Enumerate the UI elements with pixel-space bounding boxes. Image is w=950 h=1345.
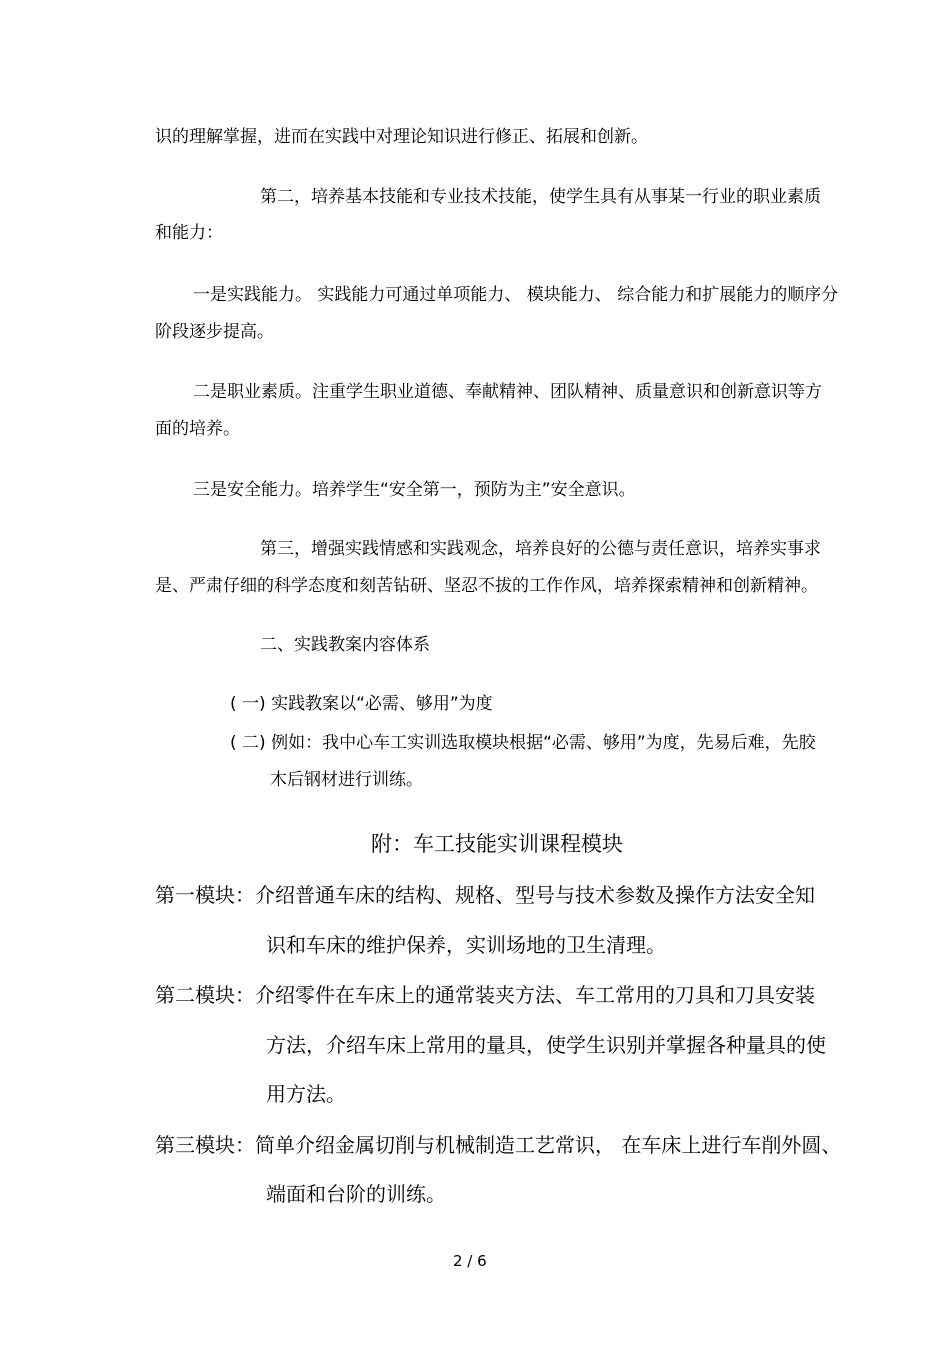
paragraph-line: 和能力： [155,223,223,243]
module-line: 用方法。 [266,1082,346,1106]
page-number: 2 / 6 [453,1252,487,1270]
module-line: 第一模块：介绍普通车床的结构、规格、型号与技术参数及操作方法安全知 [155,883,815,907]
module-line: 第三模块：简单介绍金属切削与机械制造工艺常识， 在车床上进行车削外圆、 [155,1133,842,1157]
list-item: ( 二) 例如：我中心车工实训选取模块根据“必需、够用”为度，先易后难，先胶 [230,733,816,753]
paragraph-line: 是、严肃仔细的科学态度和刻苦钻研、坚忍不拔的工作作风，培养探索精神和创新精神。 [155,576,818,596]
module-line: 识和车床的维护保养，实训场地的卫生清理。 [266,933,666,957]
paragraph-line: 第二，培养基本技能和专业技术技能，使学生具有从事某一行业的职业素质 [260,187,821,207]
paragraph-line: 面的培养。 [155,419,240,439]
paragraph-line: 阶段逐步提高。 [155,322,274,342]
appendix-title: 附：车工技能实训课程模块 [371,832,623,856]
paragraph-line: 识的理解掌握，进而在实践中对理论知识进行修正、拓展和创新。 [155,127,648,147]
paragraph-line: 一是实践能力。 实践能力可通过单项能力、 模块能力、 综合能力和扩展能力的顺序分 [193,285,839,305]
module-line: 方法，介绍车床上常用的量具，使学生识别并掌握各种量具的使 [266,1033,826,1057]
paragraph-line: 第三，增强实践情感和实践观念，培养良好的公德与责任意识，培养实事求 [260,539,821,559]
section-heading: 二、实践教案内容体系 [260,635,430,655]
paragraph-line: 三是安全能力。培养学生“安全第一，预防为主”安全意识。 [193,480,636,500]
paragraph-line: 二是职业素质。注重学生职业道德、奉献精神、团队精神、质量意识和创新意识等方 [193,382,822,402]
module-line: 端面和台阶的训练。 [266,1182,446,1206]
list-item-continuation: 木后钢材进行训练。 [270,770,423,790]
module-line: 第二模块：介绍零件在车床上的通常装夹方法、车工常用的刀具和刀具安装 [155,983,815,1007]
list-item: ( 一) 实践教案以“必需、够用”为度 [230,694,493,714]
